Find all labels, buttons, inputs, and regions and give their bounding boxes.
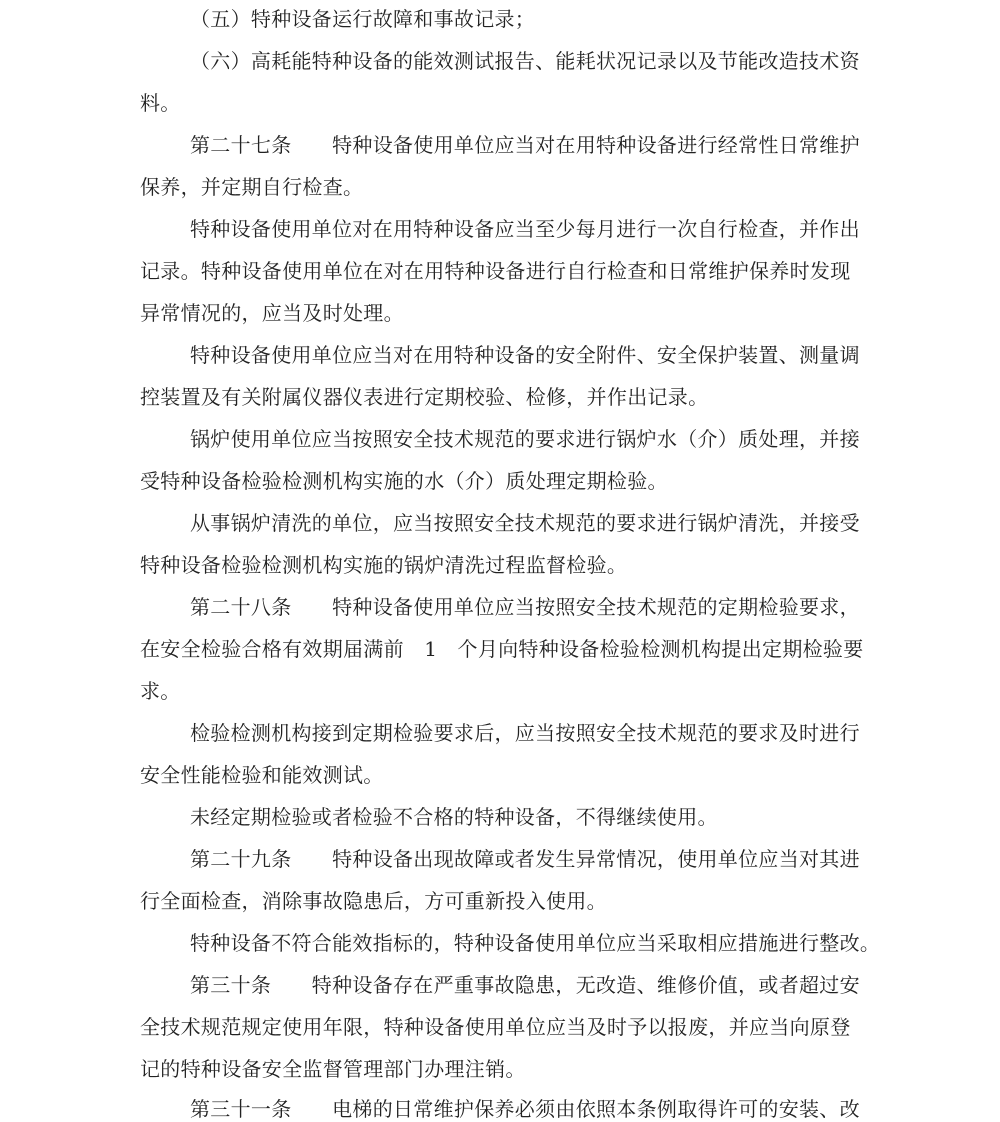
article-30-continued: 全技术规范规定使用年限，特种设备使用单位应当及时予以报废，并应当向原登 xyxy=(140,1015,851,1039)
paragraph-line: 特种设备检验检测机构实施的锅炉清洗过程监督检验。 xyxy=(140,553,628,577)
article-28-heading: 第二十八条 特种设备使用单位应当按照安全技术规范的定期检验要求， xyxy=(190,595,860,619)
list-item-six: （六）高耗能特种设备的能效测试报告、能耗状况记录以及节能改造技术资 xyxy=(190,49,860,73)
article-28-continued: 在安全检验合格有效期届满前 1 个月向特种设备检验检测机构提出定期检验要 xyxy=(140,637,864,661)
article-30-heading: 第三十条 特种设备存在严重事故隐患，无改造、维修价值，或者超过安 xyxy=(190,973,860,997)
paragraph-line: 检验检测机构接到定期检验要求后，应当按照安全技术规范的要求及时进行 xyxy=(190,721,860,745)
article-29-heading: 第二十九条 特种设备出现故障或者发生异常情况，使用单位应当对其进 xyxy=(190,847,860,871)
paragraph-line: 特种设备使用单位应当对在用特种设备的安全附件、安全保护装置、测量调 xyxy=(190,343,860,367)
article-31-heading: 第三十一条 电梯的日常维护保养必须由依照本条例取得许可的安装、改 xyxy=(190,1097,860,1121)
list-item-six-continued: 料。 xyxy=(140,91,181,115)
paragraph-line: 异常情况的，应当及时处理。 xyxy=(140,301,404,325)
article-29-continued: 行全面检查，消除事故隐患后，方可重新投入使用。 xyxy=(140,889,607,913)
list-item-five: （五）特种设备运行故障和事故记录； xyxy=(190,7,536,31)
paragraph-line: 控装置及有关附属仪器仪表进行定期校验、检修，并作出记录。 xyxy=(140,385,709,409)
paragraph-line: 特种设备使用单位对在用特种设备应当至少每月进行一次自行检查，并作出 xyxy=(190,217,860,241)
article-27-heading: 第二十七条 特种设备使用单位应当对在用特种设备进行经常性日常维护 xyxy=(190,133,860,157)
paragraph-line: 受特种设备检验检测机构实施的水（介）质处理定期检验。 xyxy=(140,469,668,493)
paragraph-line: 安全性能检验和能效测试。 xyxy=(140,763,384,787)
paragraph-line: 从事锅炉清洗的单位，应当按照安全技术规范的要求进行锅炉清洗，并接受 xyxy=(190,511,860,535)
article-30-continued: 记的特种设备安全监督管理部门办理注销。 xyxy=(140,1057,526,1081)
article-27-continued: 保养，并定期自行检查。 xyxy=(140,175,364,199)
paragraph-line: 特种设备不符合能效指标的，特种设备使用单位应当采取相应措施进行整改。 xyxy=(190,931,881,955)
paragraph-line: 记录。特种设备使用单位在对在用特种设备进行自行检查和日常维护保养时发现 xyxy=(140,259,851,283)
paragraph-line: 锅炉使用单位应当按照安全技术规范的要求进行锅炉水（介）质处理，并接 xyxy=(190,427,860,451)
paragraph-line: 未经定期检验或者检验不合格的特种设备，不得继续使用。 xyxy=(190,805,718,829)
article-28-continued: 求。 xyxy=(140,679,181,703)
